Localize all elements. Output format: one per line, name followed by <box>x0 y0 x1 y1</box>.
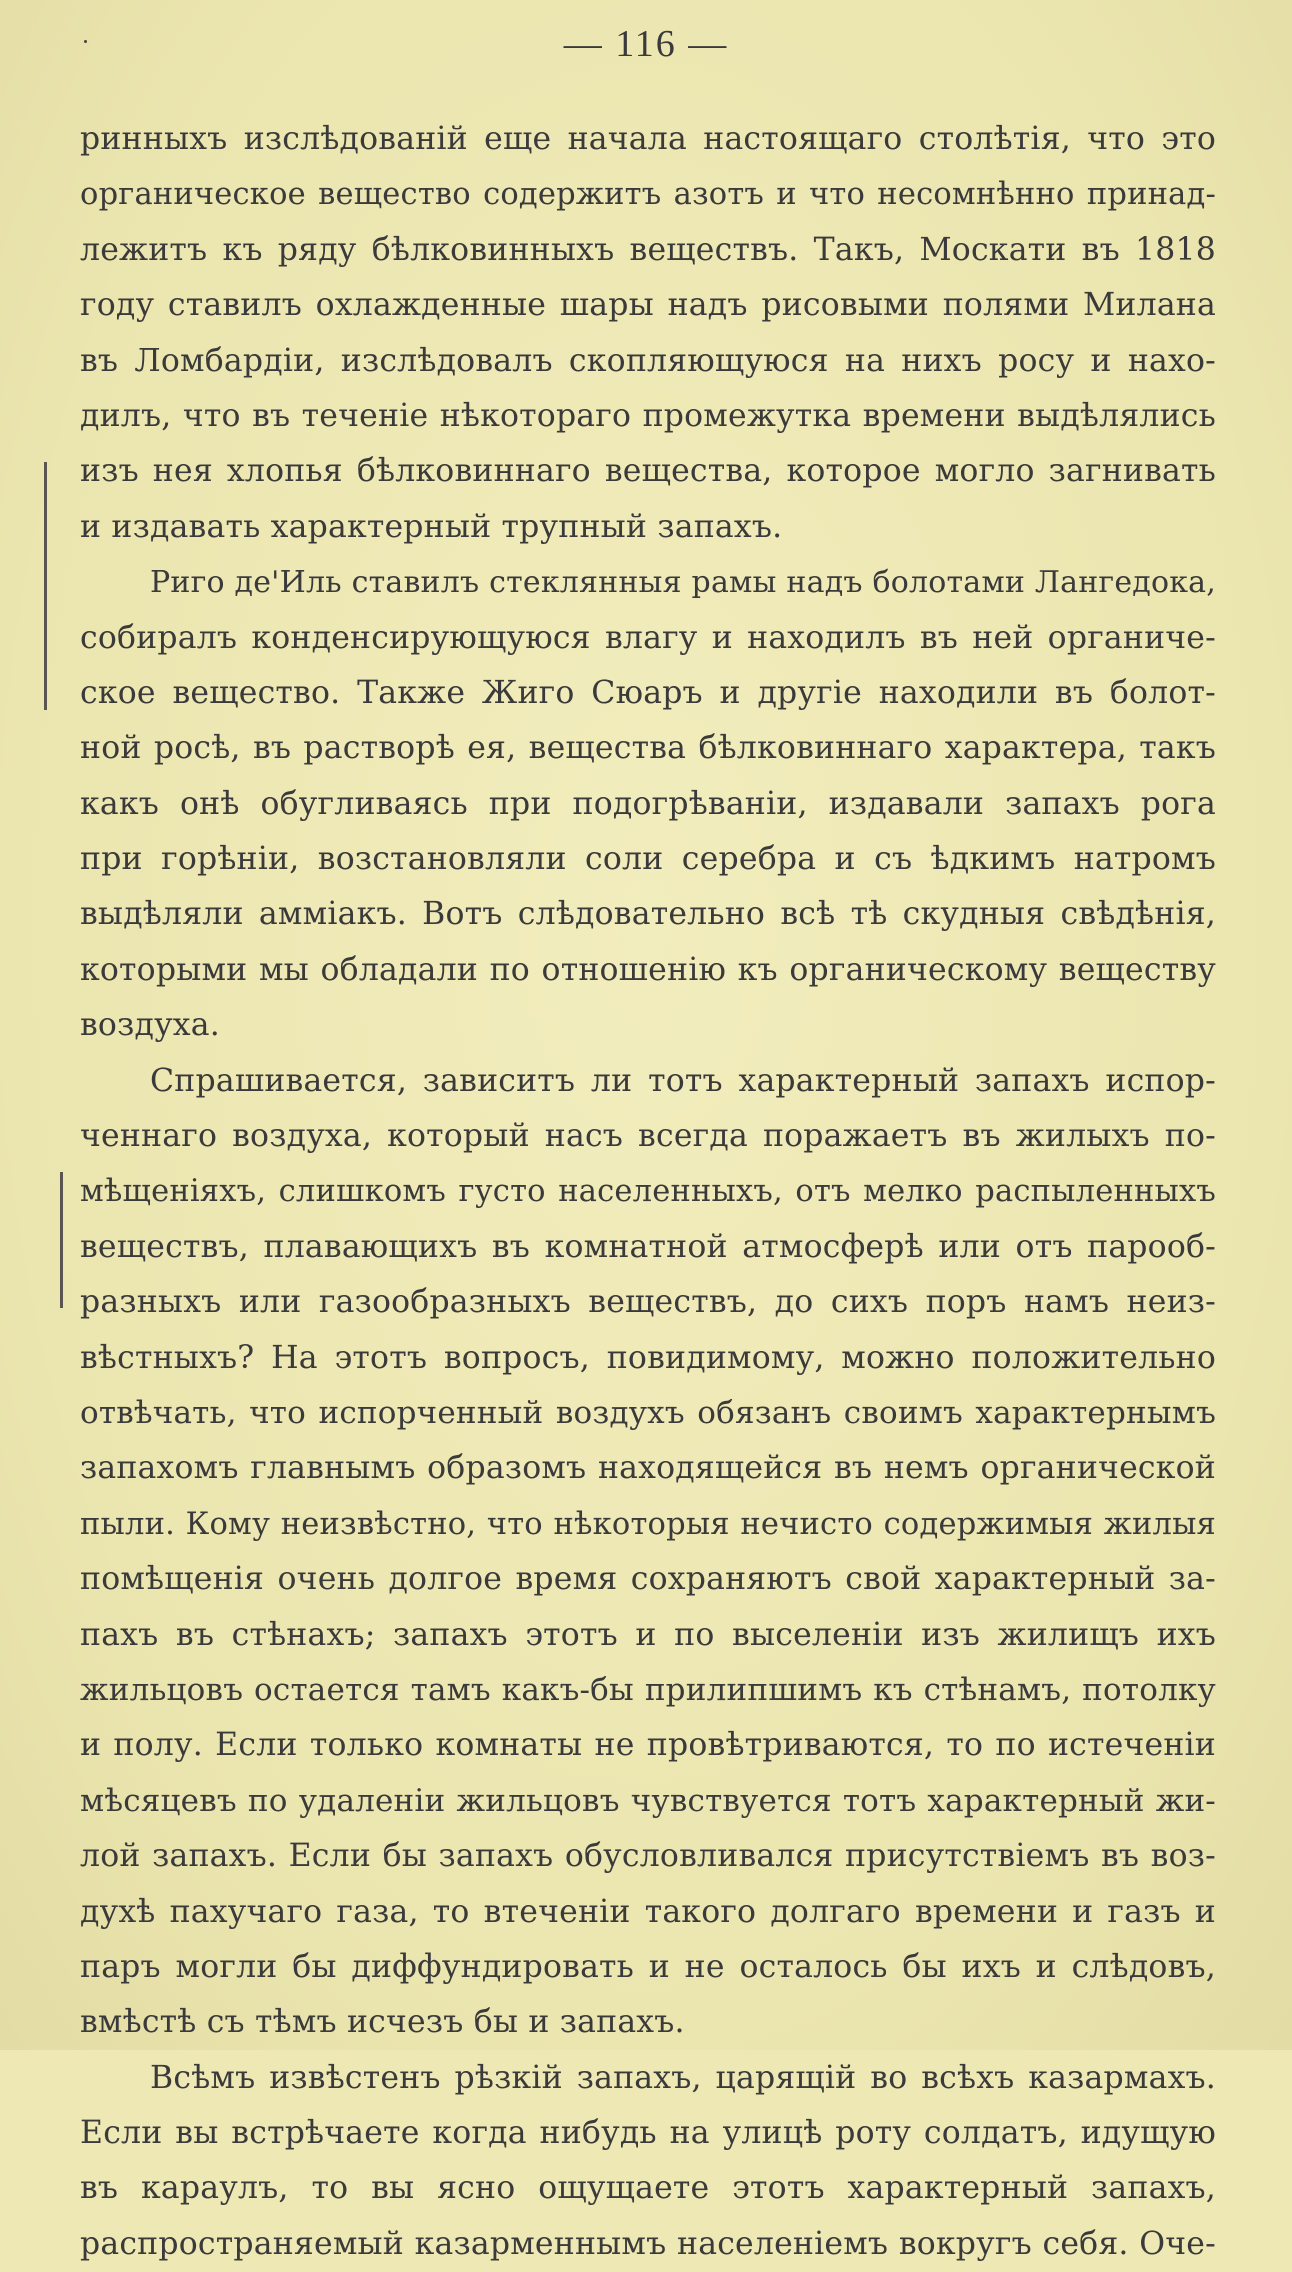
text-line: Спрашивается, зависитъ ли тотъ характерный запахъ испор- <box>150 1062 1216 1099</box>
text-line: и полу. Если только комнаты не провѣтриваются, то по истеченіи <box>80 1727 1216 1764</box>
text-line: при горѣніи, возстановляли соли серебра и съ ѣдкимъ натромъ <box>80 841 1216 878</box>
text-line: и издавать характерный трупный запахъ. <box>80 508 783 545</box>
text-line: изъ нея хлопья бѣлковиннаго вещества, которое могло загнивать <box>80 453 1216 490</box>
margin-mark-lower <box>60 1172 63 1308</box>
text-line: ринныхъ изслѣдованій еще начала настоящаго столѣтія, что это <box>80 121 1216 157</box>
body-text <box>80 112 1216 2272</box>
text-line: пахъ въ стѣнахъ; запахъ этотъ и по выселеніи изъ жилищъ ихъ <box>80 1616 1216 1653</box>
text-line: лежитъ къ ряду бѣлковинныхъ веществъ. Такъ, Москати въ 1818 <box>80 231 1216 268</box>
text-line: воздуха. <box>80 1007 220 1044</box>
text-line: вмѣстѣ съ тѣмъ исчезъ бы и запахъ. <box>80 2004 685 2041</box>
text-line: мѣсяцевъ по удаленіи жильцовъ чувствуется тотъ характерный жи- <box>80 1782 1216 1819</box>
text-line: помѣщенія очень долгое время сохраняютъ свой характерный за- <box>80 1561 1216 1598</box>
text-line: какъ онѣ обугливаясь при подогрѣваніи, издавали запахъ рога <box>80 785 1216 822</box>
text-line: органическое вещество содержитъ азотъ и что несомнѣнно принад- <box>80 177 1216 213</box>
text-line: отвѣчать, что испорченный воздухъ обязанъ своимъ характернымъ <box>80 1394 1216 1431</box>
text-line: разныхъ или газообразныхъ веществъ, до сихъ поръ намъ неиз- <box>80 1284 1216 1321</box>
text-line: паръ могли бы диффундировать и не осталось бы ихъ и слѣдовъ, <box>80 1948 1216 1985</box>
text-line: вѣстныхъ? На этотъ вопросъ, повидимому, можно положительно <box>80 1339 1216 1376</box>
text-line: выдѣляли амміакъ. Вотъ слѣдовательно всѣ тѣ скудныя свѣдѣнія, <box>80 896 1216 933</box>
text-line: ной росѣ, въ растворѣ ея, вещества бѣлковиннаго характера, такъ <box>80 730 1216 767</box>
page-number: — 116 — <box>563 23 729 65</box>
text-line: ское вещество. Также Жиго Сюаръ и другіе находили въ болот- <box>80 674 1216 711</box>
text-line: мѣщеніяхъ, слишкомъ густо населенныхъ, отъ мелко распыленныхъ <box>80 1174 1216 1210</box>
text-line: веществъ, плавающихъ въ комнатной атмосферѣ или отъ парооб- <box>80 1228 1216 1265</box>
text-line: году ставилъ охлажденные шары надъ рисовыми полями Милана <box>80 287 1216 324</box>
text-line: жильцовъ остается тамъ какъ-бы прилипшимъ къ стѣнамъ, потолку <box>80 1671 1216 1708</box>
text-line: духѣ пахучаго газа, то втеченіи такого долгаго времени и газъ и <box>80 1893 1216 1930</box>
text-line: пыли. Кому неизвѣстно, что нѣкоторыя нечисто содержимыя жилыя <box>80 1506 1216 1542</box>
text-line: Всѣмъ извѣстенъ рѣзкій запахъ, царящій во всѣхъ казармахъ. <box>150 2059 1216 2096</box>
text-line: распространяемый казарменнымъ населеніемъ вокругъ себя. Оче- <box>80 2225 1216 2262</box>
text-line: Если вы встрѣчаете когда нибудь на улицѣ роту солдатъ, идущую <box>80 2115 1216 2152</box>
text-line: въ караулъ, то вы ясно ощущаете этотъ характерный запахъ, <box>80 2170 1216 2207</box>
text-line: дилъ, что въ теченіе нѣкотораго промежутка времени выдѣлялись <box>80 397 1216 434</box>
text-line: которыми мы обладали по отношенію къ органическому веществу <box>80 951 1216 988</box>
text-line: запахомъ главнымъ образомъ находящейся въ немъ органической <box>80 1450 1216 1487</box>
text-line: лой запахъ. Если бы запахъ обусловливался присутствіемъ въ воз- <box>80 1838 1216 1875</box>
text-line: Риго де'Иль ставилъ стеклянныя рамы надъ болотами Лангедока, <box>150 565 1216 601</box>
margin-mark-upper <box>44 462 47 710</box>
text-line: ченнаго воздуха, который насъ всегда поражаетъ въ жилыхъ по- <box>80 1118 1216 1155</box>
text-line: въ Ломбардіи, изслѣдовалъ скопляющуюся на нихъ росу и нахо- <box>80 342 1216 379</box>
text-line: собиралъ конденсирующуюся влагу и находилъ въ ней органиче- <box>80 619 1216 656</box>
